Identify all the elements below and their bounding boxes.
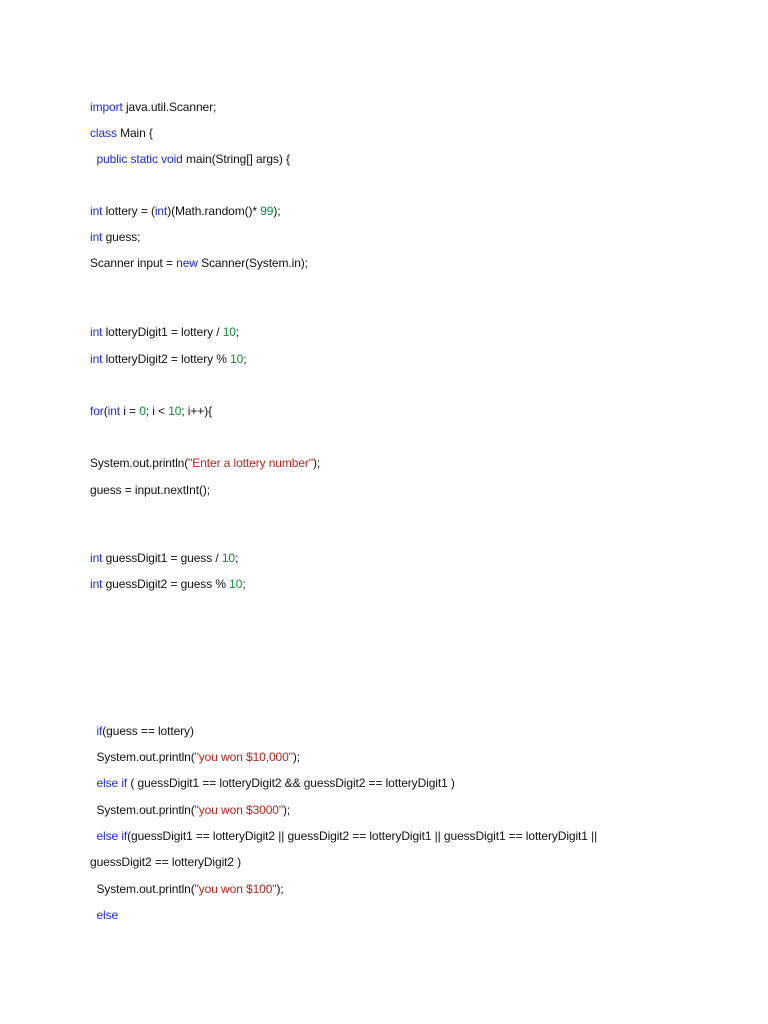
- code-token: System.out.println(: [90, 456, 189, 470]
- code-token: "you won $3000": [194, 803, 284, 817]
- code-token: int: [90, 551, 103, 565]
- code-token: guess = input.nextInt();: [90, 483, 211, 497]
- code-token: int: [107, 404, 120, 418]
- code-token: int: [90, 325, 103, 339]
- code-line-print-100: [90, 882, 284, 896]
- code-line-scanner-decl: [90, 256, 308, 270]
- code-line-class: [90, 126, 153, 140]
- code-token: new: [176, 256, 198, 270]
- code-token: else: [96, 829, 119, 843]
- code-token: java.util.Scanner;: [122, 100, 217, 114]
- code-line-else-if-any-cont: [90, 855, 241, 869]
- code-line-main-method: [90, 152, 290, 166]
- code-token: ;: [234, 551, 239, 565]
- code-token: System.out.println(: [90, 750, 195, 764]
- code-token: );: [276, 882, 284, 896]
- code-token: else: [96, 908, 119, 922]
- code-token: lottery = (: [102, 204, 155, 218]
- code-token: i =: [120, 404, 140, 418]
- code-line-prompt-print: [90, 456, 320, 470]
- code-token: (guessDigit1 == lotteryDigit2 || guessDigit2 == lotteryDigit1 || guessDigit1 == lotteryDigit1 ||: [127, 829, 598, 843]
- code-token: ;: [243, 352, 247, 366]
- code-token: );: [292, 750, 300, 764]
- code-line-guess-decl: [90, 230, 140, 244]
- code-token: guess;: [102, 230, 141, 244]
- code-token: guessDigit1 = guess /: [102, 551, 222, 565]
- code-token: lotteryDigit2 = lottery %: [102, 352, 231, 366]
- code-line-lottery-decl: [90, 204, 281, 218]
- code-token: if: [96, 724, 103, 738]
- code-token: ; i <: [145, 404, 169, 418]
- code-line-else-if-any: [90, 829, 597, 843]
- code-token: );: [273, 204, 281, 218]
- code-token: 10: [168, 404, 182, 418]
- code-line-lottery-digit2: [90, 352, 246, 366]
- code-token: )(Math.random()*: [167, 204, 261, 218]
- code-token: import: [90, 100, 123, 114]
- code-token: "you won $10,000": [194, 750, 293, 764]
- code-token: 0: [139, 404, 146, 418]
- code-token: guessDigit2 = guess %: [102, 577, 230, 591]
- code-line-print-10000: [90, 750, 300, 764]
- code-token: for: [90, 404, 104, 418]
- code-line-for-loop: [90, 404, 212, 418]
- code-token: void: [161, 152, 183, 166]
- code-token: ;: [242, 577, 246, 591]
- code-line-else-if-swapped: [90, 776, 455, 790]
- code-token: guessDigit2 == lotteryDigit2 ): [90, 855, 242, 869]
- code-token: lotteryDigit1 = lottery /: [102, 325, 223, 339]
- code-line-lottery-digit1: [90, 325, 239, 339]
- code-token: int: [90, 230, 103, 244]
- code-token: 10: [221, 551, 235, 565]
- code-token: if: [121, 776, 128, 790]
- code-line-guess-digit2: [90, 577, 246, 591]
- code-token: ;: [235, 325, 240, 339]
- code-token: (guess == lottery): [102, 724, 194, 738]
- code-line-guess-digit1: [90, 551, 238, 565]
- code-line-print-3000: [90, 803, 290, 817]
- code-token: 10: [222, 325, 236, 339]
- code-token: (: [103, 404, 108, 418]
- code-token: static: [130, 152, 158, 166]
- code-token: );: [312, 456, 321, 470]
- code-token: Scanner(System.in);: [197, 256, 308, 270]
- code-line-import: [90, 100, 216, 114]
- code-token: );: [283, 803, 291, 817]
- code-line-guess-input: [90, 483, 210, 497]
- code-token: class: [90, 126, 117, 140]
- code-token: int: [90, 352, 103, 366]
- code-token: 99: [260, 204, 274, 218]
- code-line-else: [90, 908, 118, 922]
- code-line-if-exact: [90, 724, 194, 738]
- code-token: Scanner input =: [90, 256, 177, 270]
- code-token: public: [96, 152, 128, 166]
- code-token: 10: [230, 352, 244, 366]
- code-token: ; i++){: [181, 404, 212, 418]
- code-token: ( guessDigit1 == lotteryDigit2 && guessDigit2 == lotteryDigit1 ): [127, 776, 455, 790]
- code-token: "you won $100": [194, 882, 277, 896]
- code-token: int: [90, 204, 103, 218]
- code-token: int: [154, 204, 168, 218]
- code-token: main(String[] args) {: [182, 152, 290, 166]
- code-token: System.out.println(: [90, 882, 195, 896]
- code-token: Main {: [116, 126, 153, 140]
- code-token: 10: [229, 577, 243, 591]
- code-token: else: [96, 776, 119, 790]
- code-token: int: [90, 577, 103, 591]
- code-token: if: [121, 829, 128, 843]
- code-token: "Enter a lottery number": [188, 456, 313, 470]
- code-token: System.out.println(: [90, 803, 195, 817]
